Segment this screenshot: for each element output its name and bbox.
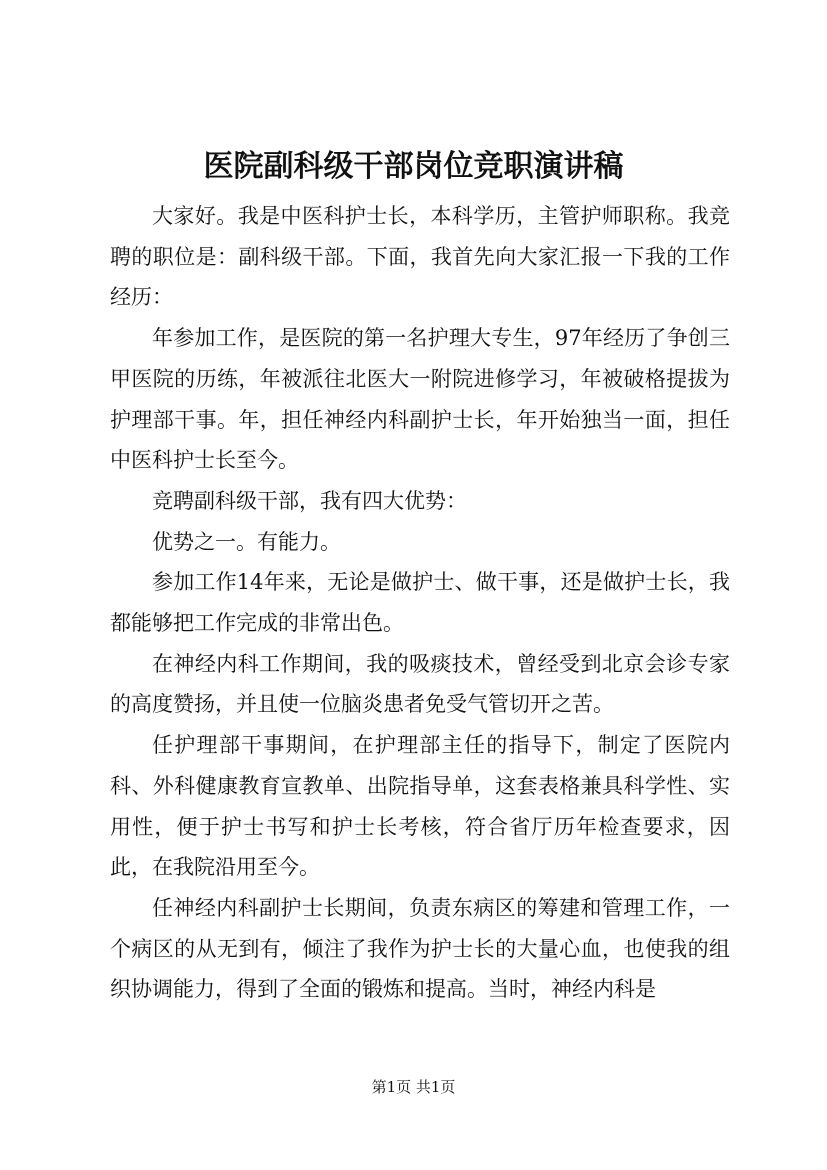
document-body: [110, 196, 730, 1010]
paragraph: 在神经内科工作期间，我的吸痰技术，曾经受到北京会诊专家的高度赞扬，并且使一位脑炎患者免受气管切开之苦。: [110, 651, 730, 717]
paragraph: 年参加工作，是医院的第一名护理大专生，97年经历了争创三甲医院的历练，年被派往北医大一附院进修学习，年被破格提拔为护理部干事。年，担任神经内科副护士长，年开始独当一面，担任中医科护士长至今。: [110, 326, 730, 473]
paragraph: 竞聘副科级干部，我有四大优势：: [152, 488, 467, 513]
paragraph: 任神经内科副护士长期间，负责东病区的筹建和管理工作，一个病区的从无到有，倾注了我作为护士长的大量心血，也使我的组织协调能力，得到了全面的锻炼和提高。当时，神经内科是: [110, 895, 730, 1002]
paragraph: 大家好。我是中医科护士长，本科学历，主管护师职称。我竞聘的职位是：副科级干部。下面，我首先向大家汇报一下我的工作经历：: [110, 204, 730, 310]
paragraph: 任护理部干事期间，在护理部主任的指导下，制定了医院内科、外科健康教育宣教单、出院指导单，这套表格兼具科学性、实用性，便于护士书写和护士长考核，符合省厅历年检查要求，因此，在我院沿用至今。: [110, 733, 730, 880]
paragraph: 优势之一。有能力。: [152, 529, 341, 554]
paragraph: 参加工作14年来，无论是做护士、做干事，还是做护士长，我都能够把工作完成的非常出色。: [110, 570, 730, 636]
page-title: 医院副科级干部岗位竞职演讲稿: [203, 149, 624, 184]
page-footer: 第1页 共1页: [371, 1078, 456, 1096]
